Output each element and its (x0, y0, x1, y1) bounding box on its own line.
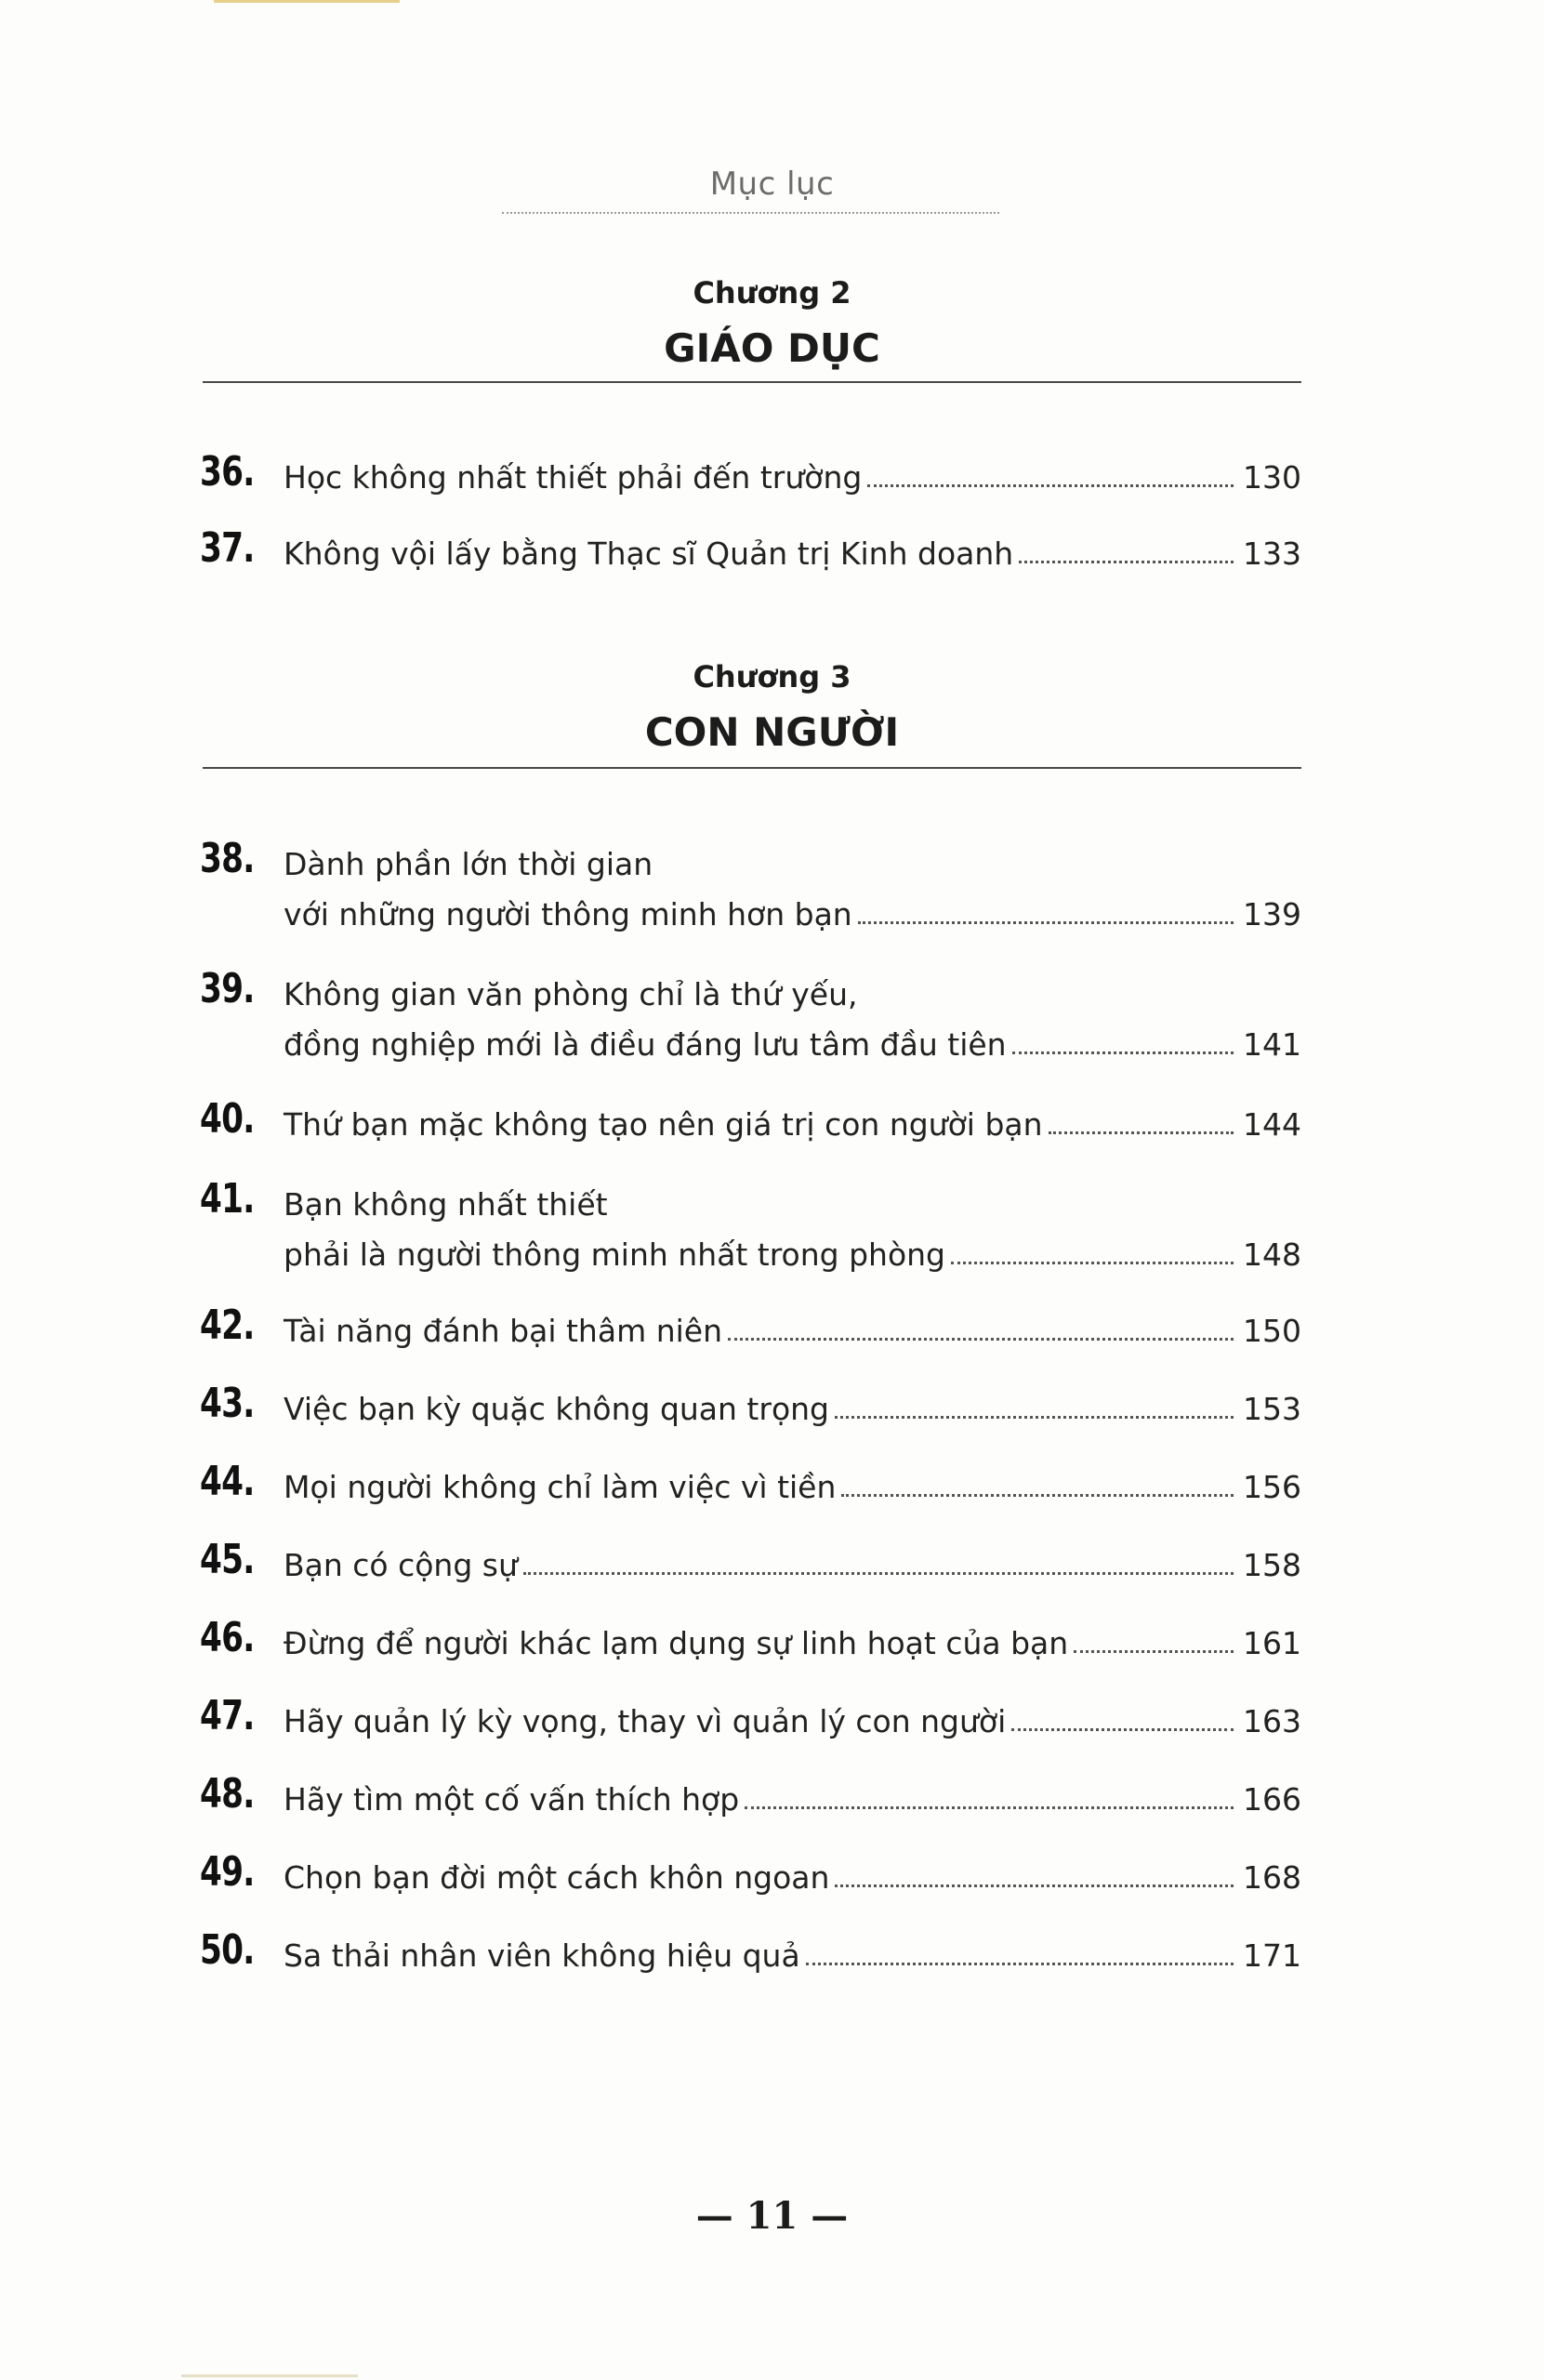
entry-title: Chọn bạn đời một cách khôn ngoan (284, 1859, 830, 1896)
entry-title: Bạn không nhất thiết (284, 1186, 608, 1223)
dot-leader (841, 1494, 1234, 1497)
dot-leader (858, 921, 1234, 924)
entry-line (284, 1223, 1301, 1276)
entry-number: 45. (200, 1536, 255, 1583)
entry-page: 156 (1243, 1469, 1301, 1505)
chapter-rule (203, 767, 1301, 769)
entry-line (284, 1534, 1301, 1586)
entry-title: với những người thông minh hơn bạn (284, 896, 852, 932)
entry-page: 166 (1243, 1781, 1301, 1818)
entry-page: 163 (1243, 1703, 1301, 1739)
entry-page: 130 (1243, 459, 1301, 496)
dot-leader (1049, 1131, 1234, 1134)
entry-title: đồng nghiệp mới là điều đáng lưu tâm đầu tiên (284, 1026, 1007, 1063)
entry-title: Sa thải nhân viên không hiệu quả (284, 1937, 800, 1974)
entry-line (284, 833, 1301, 885)
entry-line (284, 1768, 1301, 1820)
entry-number: 49. (200, 1848, 255, 1896)
dot-leader (523, 1572, 1234, 1575)
chapter-heading (0, 274, 1544, 373)
entry-title: Việc bạn kỳ quặc không quan trọng (284, 1391, 829, 1427)
dot-leader (867, 484, 1234, 487)
entry-title: Hãy tìm một cố vấn thích hợp (284, 1781, 740, 1818)
chapter-label: Chương 2 (693, 275, 851, 311)
entry-page: 133 (1243, 536, 1301, 572)
entry-line (284, 1378, 1301, 1430)
dot-leader (835, 1416, 1234, 1419)
entry-number: 43. (200, 1380, 255, 1427)
entry-line (284, 1300, 1301, 1352)
entry-line (284, 1690, 1301, 1742)
page-number: — 11 — (695, 2194, 849, 2238)
entry-number: 47. (200, 1692, 255, 1739)
chapter-label: Chương 3 (693, 659, 851, 694)
chapter-rule (203, 381, 1301, 383)
entry-title: Học không nhất thiết phải đến trường (284, 459, 863, 496)
entry-line (284, 883, 1301, 935)
entry-title: Mọi người không chỉ làm việc vì tiền (284, 1469, 837, 1505)
page-edge-mark-top (214, 0, 400, 3)
entry-number: 41. (200, 1175, 255, 1223)
entry-line (284, 446, 1301, 498)
entry-line (284, 1924, 1301, 1977)
entry-number: 40. (200, 1095, 255, 1143)
dot-leader (806, 1963, 1234, 1965)
entry-title: Không gian văn phòng chỉ là thứ yếu, (284, 976, 858, 1012)
chapter-heading (0, 658, 1544, 757)
entry-title: Bạn có cộng sự (284, 1547, 518, 1583)
dot-leader (728, 1338, 1234, 1341)
entry-number: 48. (200, 1770, 255, 1818)
entry-line (284, 1173, 1301, 1225)
entry-line (284, 1612, 1301, 1664)
entry-number: 42. (200, 1302, 255, 1349)
dot-leader (1012, 1051, 1234, 1054)
running-head-rule (502, 212, 999, 214)
entry-page: 144 (1243, 1106, 1301, 1143)
entry-title: Đừng để người khác lạm dụng sự linh hoạt của bạn (284, 1625, 1069, 1661)
entry-page: 148 (1243, 1236, 1301, 1273)
entry-line (284, 1013, 1301, 1065)
dot-leader (1019, 561, 1234, 563)
dot-leader (835, 1884, 1234, 1887)
entry-line (284, 963, 1301, 1015)
entry-title: Thứ bạn mặc không tạo nên giá trị con người bạn (284, 1106, 1043, 1143)
entry-line (284, 522, 1301, 575)
entry-title: Tài năng đánh bại thâm niên (284, 1313, 723, 1349)
entry-page: 150 (1243, 1313, 1301, 1349)
entry-page: 153 (1243, 1391, 1301, 1427)
entry-number: 37. (200, 524, 255, 572)
page-edge-mark-bottom (181, 2374, 358, 2377)
entry-page: 141 (1243, 1026, 1301, 1063)
entry-title: Hãy quản lý kỳ vọng, thay vì quản lý con người (284, 1703, 1007, 1739)
entry-page: 171 (1243, 1937, 1301, 1974)
entry-page: 158 (1243, 1547, 1301, 1583)
entry-number: 39. (200, 965, 255, 1012)
entry-page: 139 (1243, 896, 1301, 932)
dot-leader (1074, 1650, 1234, 1653)
running-head: Mục lục (709, 165, 835, 203)
entry-page: 161 (1243, 1625, 1301, 1661)
dot-leader (745, 1806, 1234, 1809)
entry-title: Không vội lấy bằng Thạc sĩ Quản trị Kinh doanh (284, 536, 1014, 572)
chapter-title: CON NGƯỜI (644, 709, 900, 755)
entry-number: 50. (200, 1926, 255, 1974)
dot-leader (951, 1262, 1234, 1264)
chapter-title: GIÁO DỤC (664, 325, 880, 371)
entry-line (284, 1093, 1301, 1145)
entry-number: 44. (200, 1458, 255, 1505)
entry-line (284, 1456, 1301, 1508)
entry-page: 168 (1243, 1859, 1301, 1896)
entry-title: Dành phần lớn thời gian (284, 846, 653, 882)
entry-number: 38. (200, 835, 255, 882)
entry-number: 36. (200, 448, 255, 496)
dot-leader (1011, 1728, 1234, 1731)
entry-title: phải là người thông minh nhất trong phòng (284, 1236, 945, 1273)
entry-number: 46. (200, 1614, 255, 1661)
entry-line (284, 1846, 1301, 1898)
